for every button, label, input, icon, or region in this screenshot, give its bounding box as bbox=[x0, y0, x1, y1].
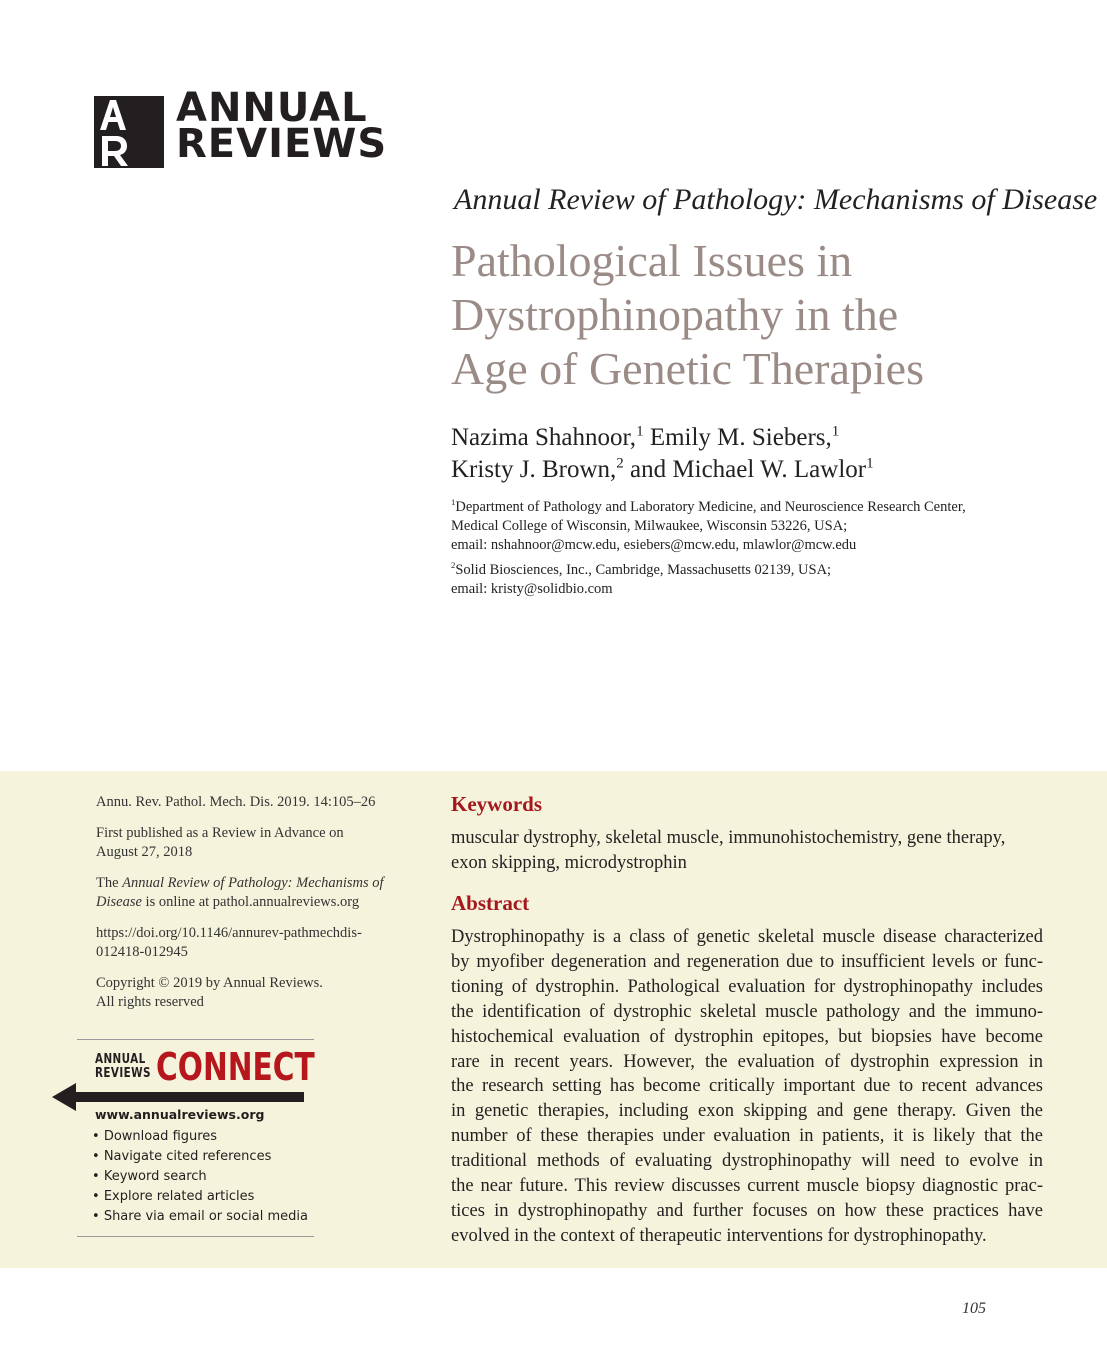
connect-logo-small: ANNUAL REVIEWS bbox=[95, 1052, 151, 1081]
ar-logo-mark-icon bbox=[94, 96, 164, 168]
author-affiliation-marker: 1 bbox=[636, 423, 644, 440]
abstract-heading: Abstract bbox=[451, 891, 530, 915]
abstract-line: rare in recent years. However, the evaluation of dystrophin expression in bbox=[451, 1051, 1043, 1072]
affiliation-marker: 2 bbox=[451, 560, 456, 571]
first-published: First published as a Review in Advance on August 27, 2018 bbox=[96, 825, 344, 860]
connect-feature-list bbox=[92, 1127, 308, 1227]
abstract-text bbox=[451, 925, 1043, 1249]
logo-wordmark bbox=[176, 85, 388, 167]
abstract-line: in genetic therapies, including exon skipping and gene therapy. Given the bbox=[451, 1101, 1043, 1122]
article-title bbox=[451, 234, 1071, 396]
copyright: Copyright © 2019 by Annual Reviews. All rights reserved bbox=[96, 975, 323, 1010]
abstract-line: the near future. This review discusses current muscle biopsy diagnostic prac- bbox=[451, 1176, 1043, 1197]
list-item: • Navigate cited references bbox=[92, 1147, 308, 1167]
affiliations bbox=[451, 498, 1091, 599]
publication-info bbox=[96, 793, 396, 1024]
list-item: • Share via email or social media bbox=[92, 1207, 308, 1227]
citation: Annu. Rev. Pathol. Mech. Dis. 2019. 14:105–26 bbox=[96, 794, 376, 810]
abstract-line: histochemical evaluation of dystrophin epitopes, but biopsies have become bbox=[451, 1026, 1043, 1047]
affiliation-email: email: kristy@solidbio.com bbox=[451, 581, 613, 597]
affiliation-text: Department of Pathology and Laboratory Medicine, and Neuroscience Research Center, bbox=[455, 499, 966, 515]
connect-wordmark: CONNECT bbox=[156, 1045, 315, 1089]
author-name: and Michael W. Lawlor bbox=[623, 456, 867, 483]
title-line: Pathological Issues in bbox=[451, 235, 853, 286]
journal-name: Annual Review of Pathology: Mechanisms of Disease bbox=[454, 183, 1098, 216]
annual-reviews-logo bbox=[94, 85, 388, 170]
title-line: Dystrophinopathy in the bbox=[451, 289, 899, 340]
abstract-line: the research setting has become critically important due to recent advances bbox=[451, 1076, 1043, 1097]
page-number: 105 bbox=[962, 1300, 986, 1317]
list-item: • Keyword search bbox=[92, 1167, 308, 1187]
abstract-line: number of these therapies under evaluation in patients, it is likely that the bbox=[451, 1126, 1043, 1147]
affiliation-text: Medical College of Wisconsin, Milwaukee, Wisconsin 53226, USA; bbox=[451, 518, 848, 534]
divider bbox=[77, 1039, 314, 1040]
author-affiliation-marker: 1 bbox=[831, 423, 840, 440]
abstract-line: tioning of dystrophin. Pathological evaluation for dystrophinopathy includes bbox=[451, 976, 1043, 997]
affiliation-text: Solid Biosciences, Inc., Cambridge, Massachusetts 02139, USA; bbox=[455, 562, 832, 578]
affiliation-marker: 1 bbox=[451, 497, 456, 508]
author-affiliation-marker: 1 bbox=[866, 455, 874, 472]
author-name: Kristy J. Brown, bbox=[451, 456, 617, 483]
connect-url[interactable]: www.annualreviews.org bbox=[95, 1107, 265, 1122]
online-note: The Annual Review of Pathology: Mechanisms of Disease is online at pathol.annualreviews.org bbox=[96, 875, 384, 910]
abstract-line: the identification of dystrophic skeletal muscle pathology and the immuno- bbox=[451, 1001, 1043, 1022]
keywords-heading: Keywords bbox=[451, 792, 542, 816]
author-name: Emily M. Siebers, bbox=[643, 424, 832, 451]
affiliation-email: email: nshahnoor@mcw.edu, esiebers@mcw.edu, mlawlor@mcw.edu bbox=[451, 537, 857, 553]
list-item: • Explore related articles bbox=[92, 1187, 308, 1207]
abstract-line: Dystrophinopathy is a class of genetic skeletal muscle disease characterized bbox=[451, 927, 1043, 947]
abstract-line: evolved in the context of therapeutic interventions for dystrophinopathy. bbox=[451, 1225, 987, 1246]
abstract-line: traditional methods of evaluating dystrophinopathy will need to evolve in bbox=[451, 1151, 1043, 1172]
author-affiliation-marker: 2 bbox=[616, 455, 624, 472]
author-name: Nazima Shahnoor, bbox=[451, 424, 637, 451]
logo-word-reviews: REVIEWS bbox=[176, 121, 388, 167]
divider bbox=[77, 1236, 314, 1237]
abstract-line: tices in dystrophinopathy and further focuses on how these practices have bbox=[451, 1200, 1043, 1221]
annual-reviews-connect-box[interactable] bbox=[52, 1039, 314, 1237]
doi-link[interactable]: https://doi.org/10.1146/annurev-pathmechdis- 012418-012945 bbox=[96, 925, 362, 960]
keywords-list: muscular dystrophy, skeletal muscle, immunohistochemistry, gene therapy, exon skipping, microdystrophin bbox=[451, 828, 1006, 873]
list-item: • Download figures bbox=[92, 1127, 308, 1147]
abstract-line: by myofiber degeneration and regeneration due to insufficient levels or func- bbox=[451, 951, 1043, 972]
logo-word-annual: ANNUAL bbox=[176, 85, 368, 131]
author-list bbox=[451, 422, 1091, 486]
title-line: Age of Genetic Therapies bbox=[451, 343, 925, 394]
